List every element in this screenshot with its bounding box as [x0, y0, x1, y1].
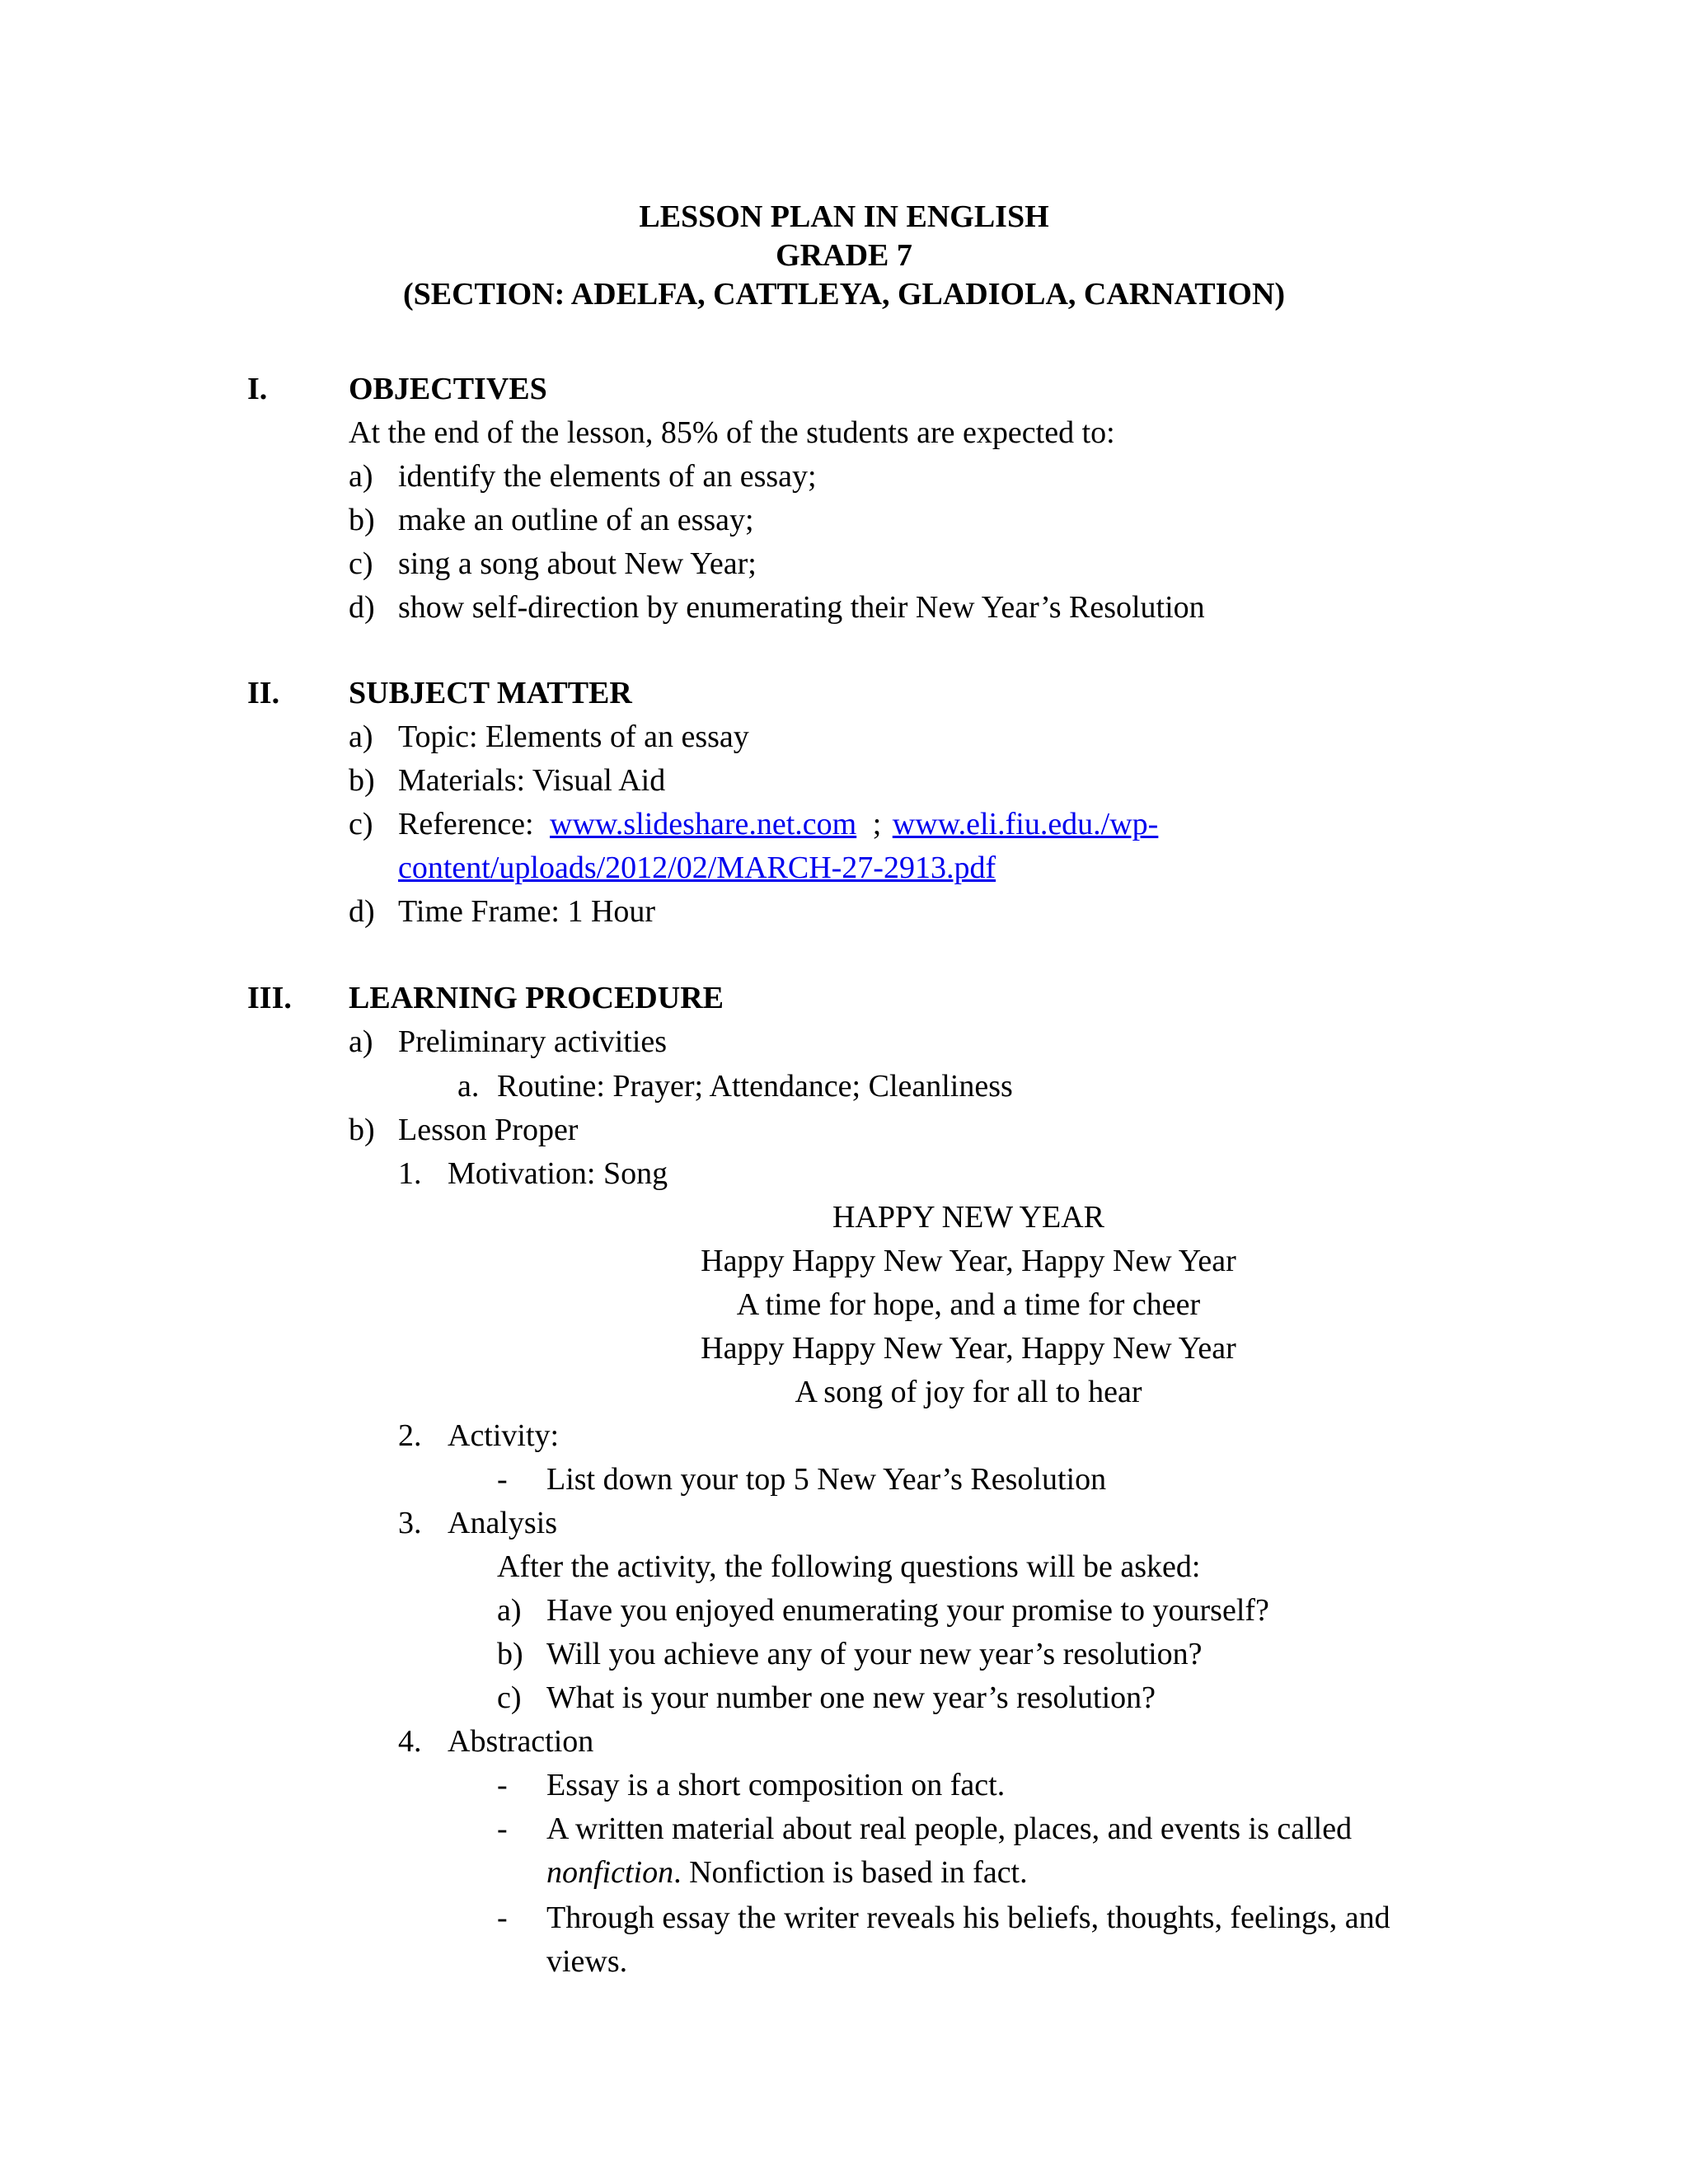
analysis-marker: 3. [398, 1506, 422, 1540]
routine-text: Routine: Prayer; Attendance; Cleanliness [497, 1069, 1013, 1104]
abstraction-item-marker: - [497, 1900, 508, 1935]
lesson-proper-text: Lesson Proper [398, 1113, 579, 1147]
topic-marker: a) [349, 719, 373, 754]
abstraction-item-text: Essay is a short composition on fact. [546, 1768, 1006, 1802]
objective-item: make an outline of an essay; [398, 503, 754, 537]
song-line: Happy Happy New Year, Happy New Year [701, 1244, 1236, 1278]
objective-item: sing a song about New Year; [398, 546, 757, 581]
lesson-proper-marker: b) [349, 1113, 375, 1147]
activity-item-text: List down your top 5 New Year’s Resolution [546, 1462, 1107, 1497]
reference-link-eli-part2[interactable]: content/uploads/2012/02/MARCH-27-2913.pdf [398, 851, 996, 885]
subject-matter-heading: SUBJECT MATTER [349, 676, 632, 710]
objective-item: identify the elements of an essay; [398, 459, 817, 494]
reference-line [398, 808, 1158, 840]
document-title: LESSON PLAN IN ENGLISH [639, 199, 1049, 234]
motivation-text: Motivation: Song [448, 1156, 668, 1191]
abstraction-text: Abstraction [448, 1724, 594, 1759]
preliminary-marker: a) [349, 1024, 373, 1059]
abstraction-item-text: Through essay the writer reveals his beliefs, thoughts, feelings, and [546, 1900, 1390, 1935]
learning-procedure-numeral: III. [247, 981, 292, 1015]
preliminary-text: Preliminary activities [398, 1024, 668, 1059]
abstraction-item-marker: - [497, 1768, 508, 1802]
nonfiction-term: nonfiction [546, 1855, 674, 1890]
abstraction-item-continuation [546, 1857, 1028, 1888]
reference-label: Reference: [398, 807, 534, 841]
section-label: (SECTION: ADELFA, CATTLEYA, GLADIOLA, CARNATION) [402, 277, 1286, 312]
learning-procedure-heading: LEARNING PROCEDURE [349, 981, 724, 1015]
grade-label: GRADE 7 [776, 238, 912, 273]
activity-text: Activity: [448, 1418, 560, 1453]
reference-link-slideshare[interactable]: www.slideshare.net.com [550, 807, 857, 841]
abstraction-marker: 4. [398, 1724, 422, 1759]
question-marker: b) [497, 1637, 523, 1671]
analysis-intro: After the activity, the following questions will be asked: [497, 1549, 1201, 1584]
question-text: Have you enjoyed enumerating your promise to yourself? [546, 1593, 1269, 1628]
abstraction-item-continuation: views. [546, 1944, 628, 1979]
question-marker: a) [497, 1593, 522, 1628]
reference-marker: c) [349, 807, 373, 841]
objectives-numeral: I. [247, 372, 268, 406]
objective-marker: a) [349, 459, 373, 494]
question-text: What is your number one new year’s resolution? [546, 1680, 1156, 1715]
activity-marker: 2. [398, 1418, 422, 1453]
materials-marker: b) [349, 763, 375, 798]
objective-marker: b) [349, 503, 375, 537]
nonfiction-definition: . Nonfiction is based in fact. [673, 1855, 1028, 1890]
objective-marker: d) [349, 590, 375, 625]
reference-link-eli-part1[interactable]: www.eli.fiu.edu./wp- [892, 807, 1159, 841]
subject-matter-numeral: II. [247, 676, 280, 710]
song-line: A time for hope, and a time for cheer [736, 1287, 1201, 1322]
materials-text: Materials: Visual Aid [398, 763, 666, 798]
analysis-text: Analysis [448, 1506, 557, 1540]
song-line: Happy Happy New Year, Happy New Year [701, 1331, 1236, 1366]
reference-separator: ; [872, 807, 882, 841]
objectives-heading: OBJECTIVES [349, 372, 547, 406]
abstraction-item-text: A written material about real people, places, and events is called [546, 1811, 1353, 1846]
activity-item-marker: - [497, 1462, 508, 1497]
song-line: A song of joy for all to hear [795, 1375, 1142, 1409]
motivation-marker: 1. [398, 1156, 422, 1191]
question-marker: c) [497, 1680, 522, 1715]
time-frame-marker: d) [349, 894, 375, 929]
objectives-intro: At the end of the lesson, 85% of the students are expected to: [349, 415, 1115, 450]
time-frame-text: Time Frame: 1 Hour [398, 894, 656, 929]
routine-marker: a. [457, 1069, 480, 1104]
abstraction-item-marker: - [497, 1811, 508, 1846]
objective-marker: c) [349, 546, 373, 581]
topic-text: Topic: Elements of an essay [398, 719, 749, 754]
objective-item: show self-direction by enumerating their New Year’s Resolution [398, 590, 1205, 625]
song-title: HAPPY NEW YEAR [832, 1200, 1105, 1235]
question-text: Will you achieve any of your new year’s resolution? [546, 1637, 1203, 1671]
